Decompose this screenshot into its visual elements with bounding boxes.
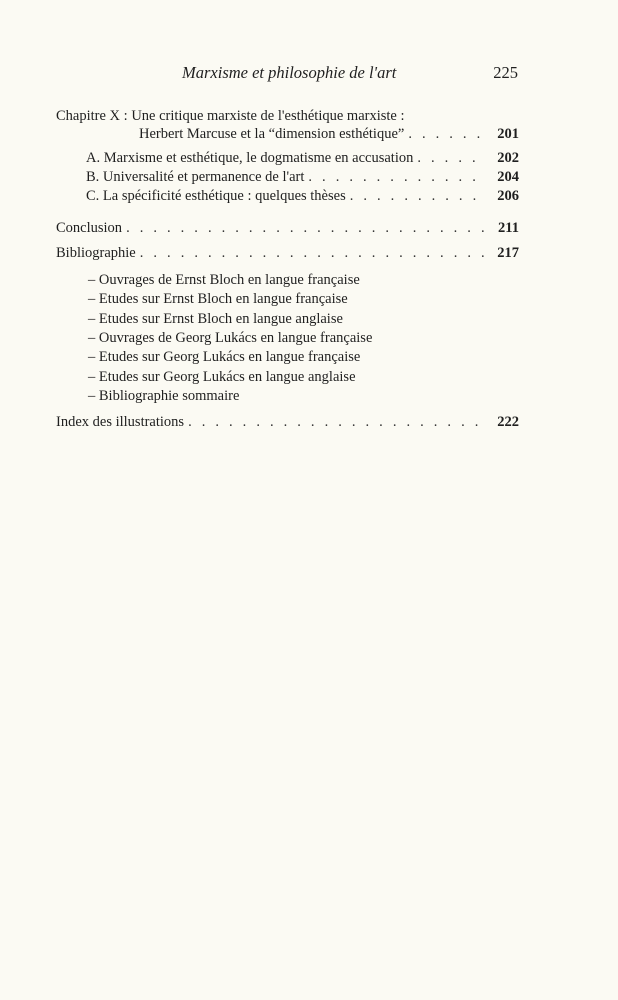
page-number: 225 — [493, 63, 518, 82]
toc-chapter-title-line2: Herbert Marcuse et la “dimension esthétique” — [139, 126, 405, 142]
page-header — [0, 63, 618, 85]
toc-chapter-line2 — [139, 126, 519, 143]
bibliography-item: – Etudes sur Georg Lukács en langue française — [88, 349, 361, 365]
toc-chapter-label: Chapitre X : — [56, 108, 128, 124]
leader-dots — [417, 150, 485, 167]
toc-conclusion-title: Conclusion — [56, 220, 123, 236]
leader-dots — [188, 414, 485, 431]
toc-index-title: Index des illustrations — [56, 414, 185, 430]
toc-index — [56, 414, 519, 431]
toc-chapter-page: 201 — [497, 126, 519, 142]
toc-conclusion-page: 211 — [498, 220, 519, 236]
toc-bibliography — [56, 245, 519, 262]
bibliography-item: – Ouvrages de Georg Lukács en langue française — [88, 330, 373, 346]
toc-index-page: 222 — [497, 414, 519, 430]
toc-bibliography-page: 217 — [497, 245, 519, 261]
bibliography-item: – Bibliographie sommaire — [88, 388, 240, 404]
bibliography-item: – Etudes sur Ernst Bloch en langue anglaise — [88, 311, 343, 327]
toc-section-page: 202 — [497, 150, 519, 166]
toc-section-title: B. Universalité et permanence de l'art — [86, 169, 305, 185]
toc-chapter-line1 — [56, 108, 405, 125]
leader-dots — [140, 245, 485, 262]
leader-dots — [350, 188, 485, 205]
toc-section-b — [86, 169, 519, 186]
bibliography-item: – Etudes sur Georg Lukács en langue anglaise — [88, 369, 356, 385]
bibliography-item: – Ouvrages de Ernst Bloch en langue française — [88, 272, 360, 288]
running-title: Marxisme et philosophie de l'art — [182, 63, 397, 82]
toc-section-title: C. La spécificité esthétique : quelques thèses — [86, 188, 346, 204]
leader-dots — [308, 169, 485, 186]
toc-conclusion — [56, 220, 519, 237]
toc-chapter-title-line1: Une critique marxiste de l'esthétique marxiste : — [131, 108, 405, 124]
toc-section-c — [86, 188, 519, 205]
toc-section-a — [86, 150, 519, 167]
leader-dots — [408, 126, 485, 143]
toc-bibliography-title: Bibliographie — [56, 245, 136, 261]
toc-section-page: 206 — [497, 188, 519, 204]
toc-section-page: 204 — [497, 169, 519, 185]
bibliography-item: – Etudes sur Ernst Bloch en langue française — [88, 291, 348, 307]
leader-dots — [126, 220, 485, 237]
toc-section-title: A. Marxisme et esthétique, le dogmatisme en accusation — [86, 150, 414, 166]
